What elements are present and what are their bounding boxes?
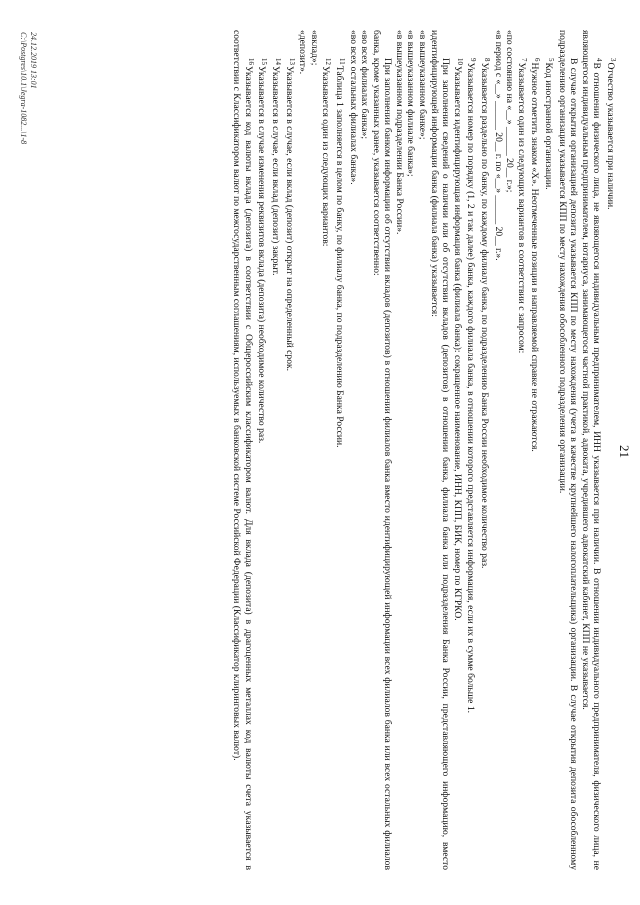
footnote-13 [283,30,297,870]
footnote-text: Отчество указывается при наличии. [605,62,616,210]
footnote-text: «вклад»; [308,30,320,66]
footnote-text: Нужное отметить знаком «Х». Неотмеченные позиции в направляемой справке не отражаются. [529,62,541,452]
footnote-text: «в период с «__» ______ 20__ г. по «__» ______ 20__ г.». [492,30,504,261]
text-line [428,30,451,870]
footnote-text: В случае открытия организацией депозита указывается КПП по месту нахождения (учета в качестве крупнейшего налогоплательщика) организации. В случае открытия депозита обособленному подразделению организации указывается КПП по месту нахождения обособленного подразделения организации. [556,30,580,870]
footnote-text: Указывается один из следующих вариантов в соответствии с запросом: [515,62,527,354]
footnote-marker: 13 [287,58,296,65]
footnote-marker: 16 [246,58,255,65]
footnote-marker: 14 [273,58,282,65]
footnote-text: Таблица 1 заполняется в целом по банку, по филиалу банка, по подразделению Банка России. [333,65,345,448]
text-line [370,30,393,870]
footnote-marker: 15 [260,58,269,65]
footnote-marker: 9 [469,58,478,62]
footnote-text: Указывается идентифицирующая информация банка (филиала банка): сокращенное наименование, ИНН, КПП, БИК, номер по КГРКО. [451,66,463,621]
footnote-4 [579,30,604,870]
footnote-11 [333,30,347,870]
footnote-text: «по состоянию на «__» ______ 20__ г.»; [504,30,516,193]
page-number: 21 [617,445,632,458]
footnote-text: «в вышеуказанном филиале банка»; [405,30,417,177]
footnote-text: В отношении физического лица, не являющегося индивидуальным предпринимателем, ИНН указывается при наличии. В отношении индивидуального предпринимателя, физического лица, не являющегося индивидуальным предпринимателем, нотариуса, занимающегося частной практикой, адвоката, учредившего адвокатский кабинет, КПП не указывается. [579,30,603,870]
footnote-6 [529,30,543,870]
footnote-7 [515,30,529,870]
footnote-text: Указывается в случае, если вклад (депозит) закрыт. [269,66,281,276]
footnote-text: Указывается код валюты вклада (депозита) в соответствии с Общероссийским классификатором валют. Для вклада (депозита) в драгоценных металлах код валюты счета указывается в соответствии с Классификатором валют по межгосударственным соглашениям, используемых в банковской системе Российской Федерации (Классификатор клиринговых валют). [231,30,254,870]
footnote-text: При заполнении банком информации об отсутствии вкладов (депозитов) в отношении филиалов банка вместо идентифицирующей информации всех филиалов банка или всех остальных филиалов банка, кроме указанных ранее, указывается соответственно: [370,30,394,870]
footnote-text: Указывается в случае, если вклад (депозит) открыт на определенный срок. [283,66,295,372]
text-line [297,30,309,870]
footnote-marker: 8 [483,58,492,62]
footnote-marker: 3 [609,58,617,62]
text-line [504,30,516,870]
footnote-15 [256,30,270,870]
footnote-marker: 12 [324,58,333,65]
footnote-3 [604,30,618,870]
footnote-5 [542,30,556,870]
stamp-path: C:\Postgres\10.1\Jegra-1082...\1-8 [19,32,28,145]
footnote-text: «во всех филиалах банка»; [359,30,371,139]
footnote-text: «депозит». [297,30,309,75]
footnote-text: «во всех остальных филиалах банка». [347,30,359,185]
footnote-marker: 7 [519,58,528,62]
text-line [393,30,405,870]
footnote-9 [465,30,479,870]
footnote-marker: 6 [533,58,542,62]
footnote-16 [231,30,256,870]
text-line [417,30,429,870]
footnote-marker: 10 [455,58,464,65]
footnote-text: Указывается раздельно по банку, по каждому филиалу банка, по подразделению Банка России необходимое количество раз. [479,62,491,569]
footnote-marker: 4 [595,58,604,62]
footnote-text: Указывается в случае изменения реквизитов вклада (депозита) необходимое количество раз. [256,66,268,444]
footnote-text: «в вышеуказанном подразделении Банка России». [393,30,405,235]
text-line [556,30,579,870]
text-line [347,30,359,870]
footnote-text: «в вышеуказанном банке»; [417,30,429,140]
text-line [359,30,371,870]
stamp-date: 24.12.2019 13:01 [29,32,38,89]
footnote-text: Код иностранной организации. [543,62,555,190]
footnote-text: При заполнении сведений о наличии или об отсутствии вкладов (депозитов) в отношении банка, филиала банка или подразделения Банка России, представляющего информацию, вместо идентифицирующей информации банка (филиала банка) указывается: [428,30,452,870]
footnote-14 [269,30,283,870]
print-stamp [18,32,38,144]
footnote-text: Указывается номер по порядку (1, 2 и так далее) банка, каждого филиала банка, в отношении которого представляется информация, если их в сумме больше 1. [465,62,477,714]
text-line [492,30,504,870]
footnote-10 [451,30,465,870]
footnote-8 [478,30,492,870]
footnote-12 [320,30,334,870]
footnote-marker: 5 [547,58,556,62]
text-line [308,30,320,870]
footnotes-body [231,30,618,870]
footnote-text: Указывается один из следующих вариантов: [320,66,332,247]
text-line [405,30,417,870]
footnote-marker: 11 [337,58,346,65]
